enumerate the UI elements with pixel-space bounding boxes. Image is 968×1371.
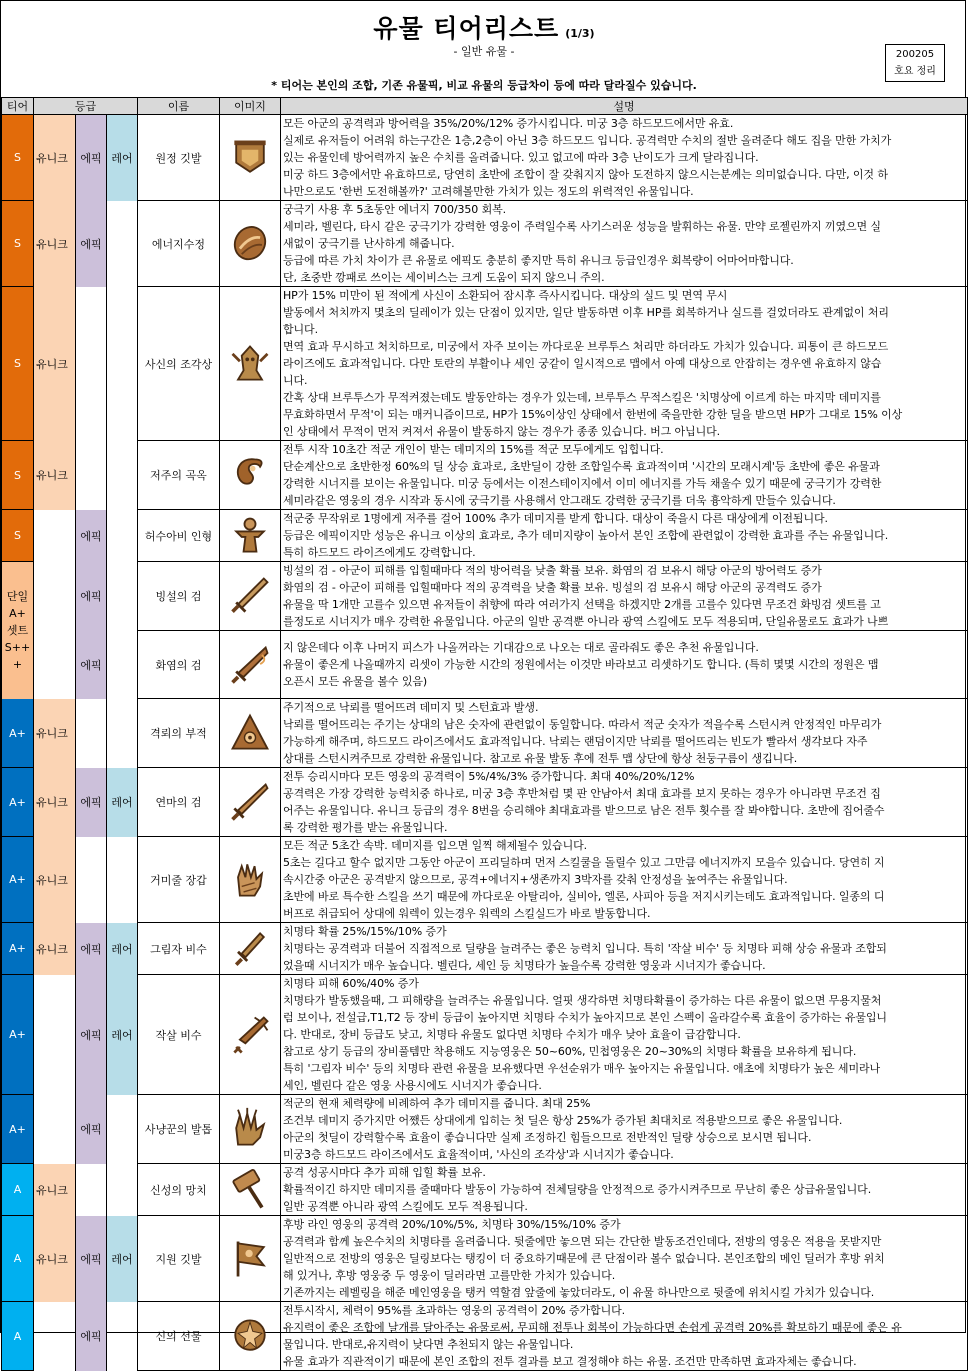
description-line: 럼 보이나, 전설급,T1,T2 등 장비 등급이 높아지면 치명타 수치가 높아지므로 본인 스펙이 올라갈수록 효율이 증가하는 유물입니	[283, 1011, 887, 1024]
page-title: 유물 티어리스트 (1/3)	[373, 14, 595, 43]
grade-unique: 유니크	[34, 1216, 76, 1302]
subtitle: - 일반 유물 -	[453, 45, 515, 58]
relic-description	[281, 115, 968, 201]
description-line: 등급은 에픽이지만 성능은 유니크 이상의 효과로, 추가 데미지량이 높아서 본인 조합에 관련없이 강력한 효과를 주는 유물입니다.	[283, 529, 889, 542]
description-line: 후방 라인 영웅의 공격력 20%/10%/5%, 치명타 30%/15%/10% 증가	[283, 1218, 621, 1231]
description-line: 를정도로 시너지가 매우 강력한 유물입니다. 아군의 일반 공격뿐 아니라 광역 스킬에도 모두 적용되며, 단일유물로도 효과가 나쁘	[283, 615, 889, 628]
hunter-claw-icon	[227, 1107, 273, 1151]
relic-name: 빙설의 검	[138, 562, 220, 631]
grade-unique: 유니크	[34, 115, 76, 201]
support-flag-icon	[227, 1237, 273, 1281]
description-line: 5초는 길다고 할수 없지만 그동안 아군이 프리딜하며 먼저 스킬쿨을 돌릴수 있고 그만큼 에너지까지 모을수 있습니다. 당연히 지	[283, 856, 885, 869]
relic-name: 사냥꾼의 발톱	[138, 1095, 220, 1164]
description-line: 다. 반대로, 장비 등급도 낮고, 치명타 유물도 없다면 치명타 수치가 매우 낮아 효율이 급감합니다.	[283, 1028, 741, 1041]
grade-epic: 에픽	[76, 562, 107, 631]
description-line: 전투시작시, 체력이 95%를 초과하는 영웅의 공격력이 20% 증가합니다.	[283, 1304, 626, 1317]
description-line: 합니다.	[283, 323, 318, 336]
grade-rare	[107, 699, 138, 768]
description-line: 유물 효과가 직관적이기 때문에 본인 조합의 전투 결과를 보고 결정해야 하는 유물. 조건만 만족하면 효과자체는 좋습니다.	[283, 1355, 857, 1368]
description-line: 치명타 확률 25%/15%/10% 증가	[283, 925, 447, 938]
relic-image	[220, 1095, 281, 1164]
grade-unique	[34, 631, 76, 699]
relic-name: 에너지수정	[138, 201, 220, 287]
grade-epic	[76, 287, 107, 441]
relic-name: 격뢰의 부적	[138, 699, 220, 768]
grade-rare: 레어	[107, 768, 138, 837]
grade-epic: 에픽	[76, 1216, 107, 1302]
crystal-icon	[227, 222, 273, 266]
description-line: 초반에 바로 특수한 스킬을 쓰기 때문에 까다로운 아탈리아, 실비아, 엘론, 사피아 등을 저지시키는데도 효과적입니다. 일종의 디	[283, 890, 885, 903]
grade-unique	[34, 1302, 76, 1371]
tier-cell: S	[2, 201, 34, 287]
harpoon-dagger-icon	[227, 1013, 273, 1057]
description-line: 록 강력한 평가를 받는 유물입니다.	[283, 821, 448, 834]
description-line: 니다.	[283, 374, 308, 387]
frost-sword-icon	[227, 574, 273, 618]
tier-cell: S	[2, 441, 34, 510]
grade-epic: 에픽	[76, 115, 107, 201]
relic-description	[281, 441, 968, 510]
grade-epic: 에픽	[76, 923, 107, 975]
grade-unique: 유니크	[34, 923, 76, 975]
table-row	[2, 1095, 968, 1164]
grade-epic: 에픽	[76, 510, 107, 562]
tier-cell: A	[2, 1302, 34, 1371]
description-line: 유지력이 좋은 조합에 날개를 달아주는 유물로써, 무피해 전투나 회복이 가능하다면 손쉽게 공격력 20%를 확보하기 때문에 좋은 유	[283, 1321, 902, 1334]
tier-cell: A	[2, 1216, 34, 1302]
description-line: 어주는 유물입니다. 유니크 등급의 경우 8번을 승리해야 최대효과를 받으므로 남은 전투 횟수를 잘 봐야합니다. 초반에 집어줄수	[283, 804, 885, 817]
relic-name: 그림자 비수	[138, 923, 220, 975]
description-line: 강력한 시너지를 보이는 유물입니다. 미궁 등에서는 이전스테이지에서 이미 에너지를 가득 채울수 있기 때문에 궁극기가 강력한	[283, 477, 882, 490]
relic-description	[281, 1164, 968, 1216]
col-grade: 등급	[34, 98, 138, 115]
description-line: 유물이 좋은게 나올때까지 리셋이 가능한 시간의 정원에서는 이것만 바라보고 리셋하기도 합니다. (특히 몇몇 시간의 정원은 맵	[283, 658, 879, 671]
grade-unique: 유니크	[34, 768, 76, 837]
description-line: 기존까지는 레벨링을 해준 메인영웅을 탱커 역할겸 앞줄에 놓았더라도, 이 유물 하나만으로 뒷줄에 위치시킬 가치가 있습니다.	[283, 1286, 875, 1299]
description-line: 모든 적군 5초간 속박. 데미지를 입으면 일찍 해제될수 있습니다.	[283, 839, 588, 852]
description-line: 특히 하드모드 라이즈에게도 강력합니다.	[283, 546, 476, 559]
relic-image	[220, 201, 281, 287]
description-line: 간혹 상대 브루투스가 무적켜졌는데도 발동안하는 경우가 있는데, 브루투스 무적스킬은 '치명상에 이르게 하는 마지막 데미지를	[283, 391, 881, 404]
table-row	[2, 562, 968, 631]
relic-description	[281, 510, 968, 562]
relic-name: 신성의 망치	[138, 1164, 220, 1216]
grade-unique	[34, 510, 76, 562]
description-line: 공격 성공시마다 추가 피해 입힐 확률 보유.	[283, 1166, 486, 1179]
col-tier: 티어	[2, 98, 34, 115]
table-row	[2, 441, 968, 510]
col-desc: 설명	[281, 98, 968, 115]
grade-unique: 유니크	[34, 699, 76, 768]
honed-sword-icon	[227, 780, 273, 824]
description-line: 면역 효과 무시하고 처치하므로, 미궁에서 자주 보이는 까다로운 브루투스 처리만 하더라도 가치가 있습니다. 피통이 큰 하드모드	[283, 340, 889, 353]
relic-description	[281, 287, 968, 441]
description-line: 무효화하면서 무적'이 되는 매커니즘이므로, HP가 15%이상인 상태에서 한번에 죽을만한 강한 딜을 받으면 HP가 그대로 15% 이상	[283, 408, 903, 421]
description-line: 유물을 딱 1개만 고를수 있으면 유저들이 취향에 따라 여러가지 선택을 하겠지만 2개를 고를수 있다면 무조건 화빙검 셋트를 고	[283, 598, 881, 611]
description-line: 상대를 스턴시켜주므로 강력한 유물입니다. 참고로 유물 발동 후에 전투 맵 상단에 항상 천둥구름이 생깁니다.	[283, 752, 798, 765]
relic-description	[281, 1095, 968, 1164]
grade-unique: 유니크	[34, 837, 76, 923]
tier-cell: A+	[2, 837, 34, 923]
description-line: 조건부 데미지 증가지만 어쨌든 상대에게 입히는 첫 딜은 항상 25%가 증가된 최대치로 적용받으므로 좋은 유물입니다.	[283, 1114, 843, 1127]
description-line: 치명타 피해 60%/40% 증가	[283, 977, 419, 990]
table-row	[2, 115, 968, 201]
scarecrow-doll-icon	[227, 514, 273, 558]
grade-epic: 에픽	[76, 1095, 107, 1164]
grade-rare	[107, 837, 138, 923]
grade-rare	[107, 1164, 138, 1216]
relic-description	[281, 1302, 968, 1371]
grade-epic	[76, 837, 107, 923]
relic-description	[281, 201, 968, 287]
relic-image	[220, 562, 281, 631]
relic-image	[220, 287, 281, 441]
grade-rare: 레어	[107, 923, 138, 975]
description-line: 전투 승리시마다 모든 영웅의 공격력이 5%/4%/3% 증가합니다. 최대 40%/20%/12%	[283, 770, 695, 783]
grade-epic: 에픽	[76, 201, 107, 287]
description-line: 전투 시작 10초간 적군 개인이 받는 데미지의 15%를 적군 모두에게도 입힙니다.	[283, 443, 664, 456]
grade-rare	[107, 287, 138, 441]
table-row	[2, 975, 968, 1095]
shadow-dagger-icon	[227, 927, 273, 971]
description-line: 궁극기 사용 후 5초동안 에너지 700/350 회복.	[283, 203, 507, 216]
description-line: 아군의 첫딜이 강력할수록 효율이 좋습니다만 실제 조정하긴 힘들으므로 전반적인 딜량 상승으로 보시면 됩니다.	[283, 1131, 812, 1144]
grade-rare	[107, 201, 138, 287]
description-line: 오픈시 모든 유물을 볼수 있음)	[283, 675, 428, 688]
relic-description	[281, 975, 968, 1095]
relic-image	[220, 1164, 281, 1216]
relic-description	[281, 837, 968, 923]
description-line: 미궁 하드 3층에서만 유효하므로, 당연히 초반에 조합이 잘 갖춰지지 않아 도전하지 않으시는분께는 의미없습니다. 다만, 이것 하	[283, 168, 888, 181]
description-line: 해 있거나, 후방 영웅중 두 영웅이 딜러라면 고를만한 가치가 있습니다.	[283, 1269, 616, 1282]
grade-rare	[107, 562, 138, 631]
tier-cell: A+	[2, 1095, 34, 1164]
tier-cell: S	[2, 287, 34, 441]
relic-description	[281, 1216, 968, 1302]
page-number: (1/3)	[565, 27, 595, 40]
flame-sword-icon	[227, 643, 273, 687]
grade-unique: 유니크	[34, 1164, 76, 1216]
tier-cell: A	[2, 1164, 34, 1216]
relic-image	[220, 115, 281, 201]
description-line: 있는 유물인데 방어력까지 높은 수치를 올려줍니다. 있고 없고에 따라 3층 난이도가 크게 달라집니다.	[283, 151, 759, 164]
relic-name: 연마의 검	[138, 768, 220, 837]
grade-rare: 레어	[107, 115, 138, 201]
description-line: 모든 아군의 공격력과 방어력을 35%/20%/12% 증가시킵니다. 미궁 3층 하드모드에서만 유효.	[283, 117, 734, 130]
table-row	[2, 201, 968, 287]
relic-name: 거미줄 장갑	[138, 837, 220, 923]
table-header	[2, 98, 968, 115]
holy-hammer-icon	[227, 1168, 273, 1212]
tier-cell: S	[2, 115, 34, 201]
description-line: 었을때 시너지가 매우 높습니다. 벨린다, 세인 등 치명타가 높을수록 강력한 영웅과 시너지가 좋습니다.	[283, 959, 766, 972]
relic-description	[281, 699, 968, 768]
description-line: 나만으로도 '한번 도전해볼까?' 고려해볼만한 가치가 있는 정도의 위력적인 유물입니다.	[283, 185, 694, 198]
table-row	[2, 1216, 968, 1302]
table-row	[2, 1302, 968, 1371]
description-line: 적군의 현재 체력량에 비례하여 추가 데미지를 줍니다. 최대 25%	[283, 1097, 591, 1110]
relic-image	[220, 1302, 281, 1371]
relic-image	[220, 837, 281, 923]
description-line: 낙뢰를 떨어뜨리는 주기는 상대의 남은 숫자에 관련없이 동일합니다. 따라서 적군 숫자가 적을수록 스턴시켜 안정적인 마무리가	[283, 718, 882, 731]
web-glove-icon	[227, 858, 273, 902]
relic-image	[220, 923, 281, 975]
date-label: 200205	[895, 49, 935, 60]
author-label: 호요 정리	[894, 66, 936, 77]
relic-name: 저주의 곡옥	[138, 441, 220, 510]
description-line: 버프로 취급되어 상대에 워렉이 있는경우 워렉의 스킬실드가 바로 발동합니다.	[283, 907, 651, 920]
table-row	[2, 510, 968, 562]
grade-unique: 유니크	[34, 441, 76, 510]
relic-description	[281, 768, 968, 837]
grade-rare: 레어	[107, 975, 138, 1095]
col-image: 이미지	[220, 98, 281, 115]
description-line: 미궁3층 하드모드 라이즈에서도 효율적이며, '사신의 조각상'과 시너지가 좋습니다.	[283, 1148, 674, 1161]
description-line: 공격력과 함께 높은수치의 치명타를 올려줍니다. 뒷줄에만 놓으면 되는 간단한 발동조건인데다, 전방의 영웅은 적용을 못받지만	[283, 1235, 882, 1248]
table-row	[2, 699, 968, 768]
cursed-jewel-icon	[227, 453, 273, 497]
grade-unique: 유니크	[34, 201, 76, 287]
tier-cell: A+	[2, 923, 34, 975]
description-line: 확률적이긴 하지만 데미지를 줄때마다 발동이 가능하여 전체딜량을 안정적으로 증가시켜주므로 무난히 좋은 상급유물입니다.	[283, 1183, 872, 1196]
relic-image	[220, 441, 281, 510]
relic-description	[281, 631, 968, 699]
col-name: 이름	[138, 98, 220, 115]
relic-image	[220, 768, 281, 837]
description-line: 참고로 상기 등급의 장비풀템만 착용해도 지능영웅은 50~60%, 민첩영웅은 20~30%의 치명타 확률을 보유하게 됩니다.	[283, 1045, 857, 1058]
grade-epic: 에픽	[76, 768, 107, 837]
reaper-statue-icon	[227, 342, 273, 386]
description-line: 치명타가 발동했을때, 그 피해량을 늘려주는 유물입니다. 얼핏 생각하면 치명타확률이 증가하는 다른 유물이 없으면 무용지물처	[283, 994, 882, 1007]
grade-unique: 유니크	[34, 287, 76, 441]
grade-epic	[76, 441, 107, 510]
relic-table	[1, 97, 968, 1371]
description-line: 화염의 검 - 아군이 피해를 입힐때마다 적의 공격력을 낮출 확률 보유. 빙설의 검 보유시 해당 아군의 공격력도 증가	[283, 581, 822, 594]
grade-rare	[107, 1302, 138, 1371]
relic-image	[220, 699, 281, 768]
description-line: 빙설의 검 - 아군이 피해를 입힐때마다 적의 방어력을 낮출 확률 보유. 화염의 검 보유시 해당 아군의 방어력도 증가	[283, 564, 822, 577]
grade-unique	[34, 562, 76, 631]
relic-image	[220, 631, 281, 699]
relic-description	[281, 562, 968, 631]
description-line: 세인, 벨린다 같은 영웅 사용시에도 시너지가 좋습니다.	[283, 1079, 542, 1092]
description-line: 공격력은 가장 강력한 능력치중 하나로, 미궁 3층 후반처럼 몇 판 안남아서 최대 효과를 보지 못하는 경우가 아니라면 무조건 집	[283, 787, 881, 800]
tier-cell: S	[2, 510, 34, 562]
relic-name: 작살 비수	[138, 975, 220, 1095]
grade-rare	[107, 631, 138, 699]
relic-name: 신의 선물	[138, 1302, 220, 1371]
description-line: 세미라같은 영웅의 경우 시작과 동시에 궁극기를 사용해서 안그래도 강력한 궁극기를 더욱 흉악하게 만들수 있습니다.	[283, 494, 836, 507]
grade-epic: 에픽	[76, 631, 107, 699]
relic-name: 원정 깃발	[138, 115, 220, 201]
table-row	[2, 287, 968, 441]
tier-cell: A+	[2, 699, 34, 768]
description-line: 발동에서 처치까지 몇초의 딜레이가 있는 단점이 있지만, 일단 발동하면 이후 HP를 회복하거나 실드를 걸었더라도 관계없이 처리	[283, 306, 889, 319]
description-line: 단순계산으로 초반한정 60%의 딜 상승 효과로, 초반딜이 강한 조합일수록 효과적이며 '시간의 모래시계'등 초반에 좋은 유물과	[283, 460, 880, 473]
grade-rare	[107, 1095, 138, 1164]
description-line: 물입니다. 반대로,유지력이 낮다면 추천되지 않는 유물입니다.	[283, 1338, 574, 1351]
thunder-talisman-icon	[227, 711, 273, 755]
relic-name: 사신의 조각상	[138, 287, 220, 441]
description-line: 지 않은데다 이후 나머지 피스가 나올꺼라는 기대감으로 나오는 대로 골라줘도 좋은 추천 유물입니다.	[283, 641, 759, 654]
description-line: HP가 15% 미만이 된 적에게 사신이 소환되어 잠시후 즉사시킵니다. 대상의 실드 및 면역 무시	[283, 289, 728, 302]
relic-name: 허수아비 인형	[138, 510, 220, 562]
description-line: 일반적으로 전방의 영웅은 딜링보다는 탱킹이 더 중요하기때문에 큰 단점이라 볼수 없습니다. 본인조합의 메인 딜러가 후방 위치	[283, 1252, 885, 1265]
relic-name: 지원 깃발	[138, 1216, 220, 1302]
grade-rare	[107, 441, 138, 510]
flag-icon	[227, 136, 273, 180]
grade-rare	[107, 510, 138, 562]
table-row	[2, 837, 968, 923]
tier-note: * 티어는 본인의 조합, 기존 유물픽, 비교 유물의 등급차이 등에 따라 달라질수 있습니다.	[271, 79, 697, 92]
grade-unique	[34, 1095, 76, 1164]
relic-description	[281, 923, 968, 975]
date-box	[885, 44, 945, 82]
description-line: 가능하게 해주며, 하드모드 라이즈에서도 효과적입니다. 낙뢰는 랜덤이지만 낙뢰를 떨어뜨리는 빈도가 빨라서 생각보다 자주	[283, 735, 868, 748]
description-line: 치명타는 공격력과 더불어 직접적으로 딜량을 늘려주는 좋은 능력치 입니다. 특히 '작살 비수' 등 치명타 피해 상승 유물과 조합되	[283, 942, 887, 955]
table-row	[2, 1164, 968, 1216]
description-line: 일반 공격뿐 아니라 광역 스킬에도 모두 적용됩니다.	[283, 1200, 528, 1213]
relic-image	[220, 975, 281, 1095]
grade-epic	[76, 1164, 107, 1216]
grade-epic: 에픽	[76, 1302, 107, 1371]
table-row	[2, 923, 968, 975]
description-line: 속시간중 아군은 공격받지 않으므로, 공격+에너지+생존까지 3박자를 갖춰 안정성을 높여주는 유물입니다.	[283, 873, 788, 886]
grade-rare: 레어	[107, 1216, 138, 1302]
table-row	[2, 631, 968, 699]
relic-image	[220, 1216, 281, 1302]
tier-cell: A+	[2, 768, 34, 837]
relic-image	[220, 510, 281, 562]
description-line: 인 상태에서 무적이 먼저 켜져서 유물이 발동하지 않는 경우가 종종 있습니다. 버그 아닙니다.	[283, 425, 721, 438]
description-line: 적군중 무작위로 1명에게 저주를 걸어 100% 추가 데미지를 받게 합니다. 대상이 죽을시 다른 대상에게 이전됩니다.	[283, 512, 828, 525]
description-line: 단, 초중반 깡패로 쓰이는 세이비스는 크게 도움이 되지 않으니 주의.	[283, 271, 605, 284]
tier-cell: 단일 A+ 셋트 S++ +	[2, 562, 34, 699]
table-row	[2, 768, 968, 837]
grade-epic: 에픽	[76, 975, 107, 1095]
description-line: 실제로 유저들이 어려워 하는구간은 1층,2층이 아닌 3층 하드모드 입니다. 공격력만 수치의 절반 올려준다 해도 집을 만한 가치가	[283, 134, 892, 147]
description-line: 새없이 궁극기를 난사하게 해줍니다.	[283, 237, 455, 250]
description-line: 특히 '그림자 비수' 등의 치명타 관련 유물을 보유했다면 우선순위가 매우 높아지는 유물입니다. 애초에 치명타가 높은 세미라나	[283, 1062, 881, 1075]
divine-gift-icon	[227, 1314, 273, 1358]
description-line: 세미라, 벨린다, 타시 같은 궁극기가 강력한 영웅이 주력일수록 사기스러운 성능을 발휘하는 유물. 만약 로젤린까지 끼였으면 실	[283, 220, 881, 233]
description-line: 등급에 따른 가치 차이가 큰 유물로 에픽도 충분히 좋지만 특히 유니크 등급인경우 회복량이 어마어마합니다.	[283, 254, 794, 267]
description-line: 주기적으로 낙뢰를 떨어뜨려 데미지 및 스턴효과 발생.	[283, 701, 539, 714]
grade-unique	[34, 975, 76, 1095]
grade-epic	[76, 699, 107, 768]
tier-cell: A+	[2, 975, 34, 1095]
relic-name: 화염의 검	[138, 631, 220, 699]
description-line: 라이즈에도 효과적입니다. 다만 토란의 부활이나 세인 궁같이 일시적으로 맵에서 아예 대상으로 안잡히는 경우엔 유효하지 않습	[283, 357, 882, 370]
